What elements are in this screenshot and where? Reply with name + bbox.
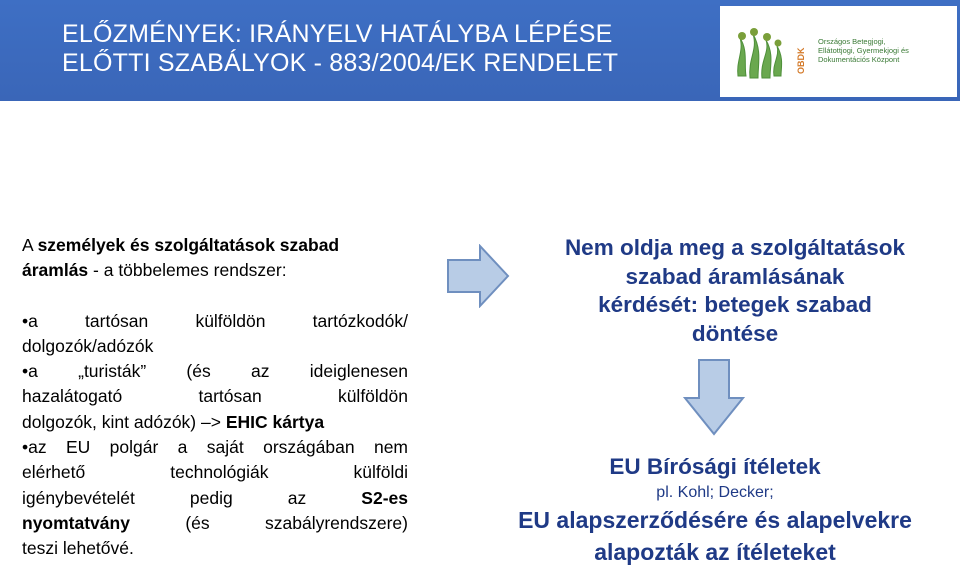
court-rulings xyxy=(470,452,960,568)
title-line-2: ELŐTTI SZABÁLYOK - 883/2004/EK RENDELET xyxy=(62,49,619,77)
title-line-1: ELŐZMÉNYEK: IRÁNYELV HATÁLYBA LÉPÉSE xyxy=(62,20,613,48)
bullet-2-line-3: dolgozók, kint adózók) –> EHIC kártya xyxy=(22,411,325,432)
intro-bold: személyek és szolgáltatások szabad áramlás xyxy=(22,235,340,281)
form-word: nyomtatvány xyxy=(22,512,130,533)
problem-line-3: kérdését: betegek szabad xyxy=(598,292,872,317)
bullet-2-line-1: •a „turisták” (és az ideiglenesen xyxy=(22,361,408,382)
bullet-3-line-1: •az EU polgár a saját országában nem xyxy=(22,437,408,458)
ehic-card: EHIC kártya xyxy=(225,411,325,432)
arrow-down-icon xyxy=(683,358,745,436)
basis-line-2: alapozták az ítéleteket xyxy=(594,539,836,565)
bullet-3-line-4: nyomtatvány (és szabályrendszere) xyxy=(22,512,408,533)
problem-line-1: Nem oldja meg a szolgáltatások xyxy=(564,235,906,260)
arrow-right-icon xyxy=(446,244,510,308)
basis-line-1: EU alapszerződésére és alapelvekre xyxy=(518,507,912,533)
problem-line-4: döntése xyxy=(691,320,779,346)
problem-line-2: szabad áramlásának xyxy=(625,263,845,289)
logo-acronym: OBDK xyxy=(796,47,806,74)
bullet-1-line-1: •a tartósan külföldön tartózkodók/ xyxy=(22,310,408,331)
bullet-2-line-2: hazalátogató tartósan külföldön xyxy=(22,386,408,407)
court-heading: EU Bírósági ítéletek xyxy=(609,454,821,479)
logo-line-3: Dokumentációs Központ xyxy=(818,55,900,64)
bullet-3-line-3: igénybevételét pedig az S2-es xyxy=(22,487,408,508)
case-examples: pl. Kohl; Decker; xyxy=(656,484,774,501)
s2-form: S2-es xyxy=(361,487,408,508)
header-bar xyxy=(0,0,960,101)
logo-line-2: Ellátottjogi, Gyermekjogi és xyxy=(818,46,909,55)
bullet-3-line-2: elérhető technológiák külföldi xyxy=(22,462,408,483)
logo xyxy=(720,6,957,97)
logo-line-1: Országos Betegjogi, xyxy=(818,37,886,46)
logo-text xyxy=(818,37,909,64)
bullet-1-line-2: dolgozók/adózók xyxy=(22,335,154,356)
bullet-3-line-5: teszi lehetővé. xyxy=(22,538,134,559)
left-text-block xyxy=(22,233,408,562)
problem-statement xyxy=(520,234,950,348)
page-title xyxy=(62,20,618,78)
intro-paragraph: A személyek és szolgáltatások szabad áramlás - a többelemes rendszer: xyxy=(22,235,340,281)
